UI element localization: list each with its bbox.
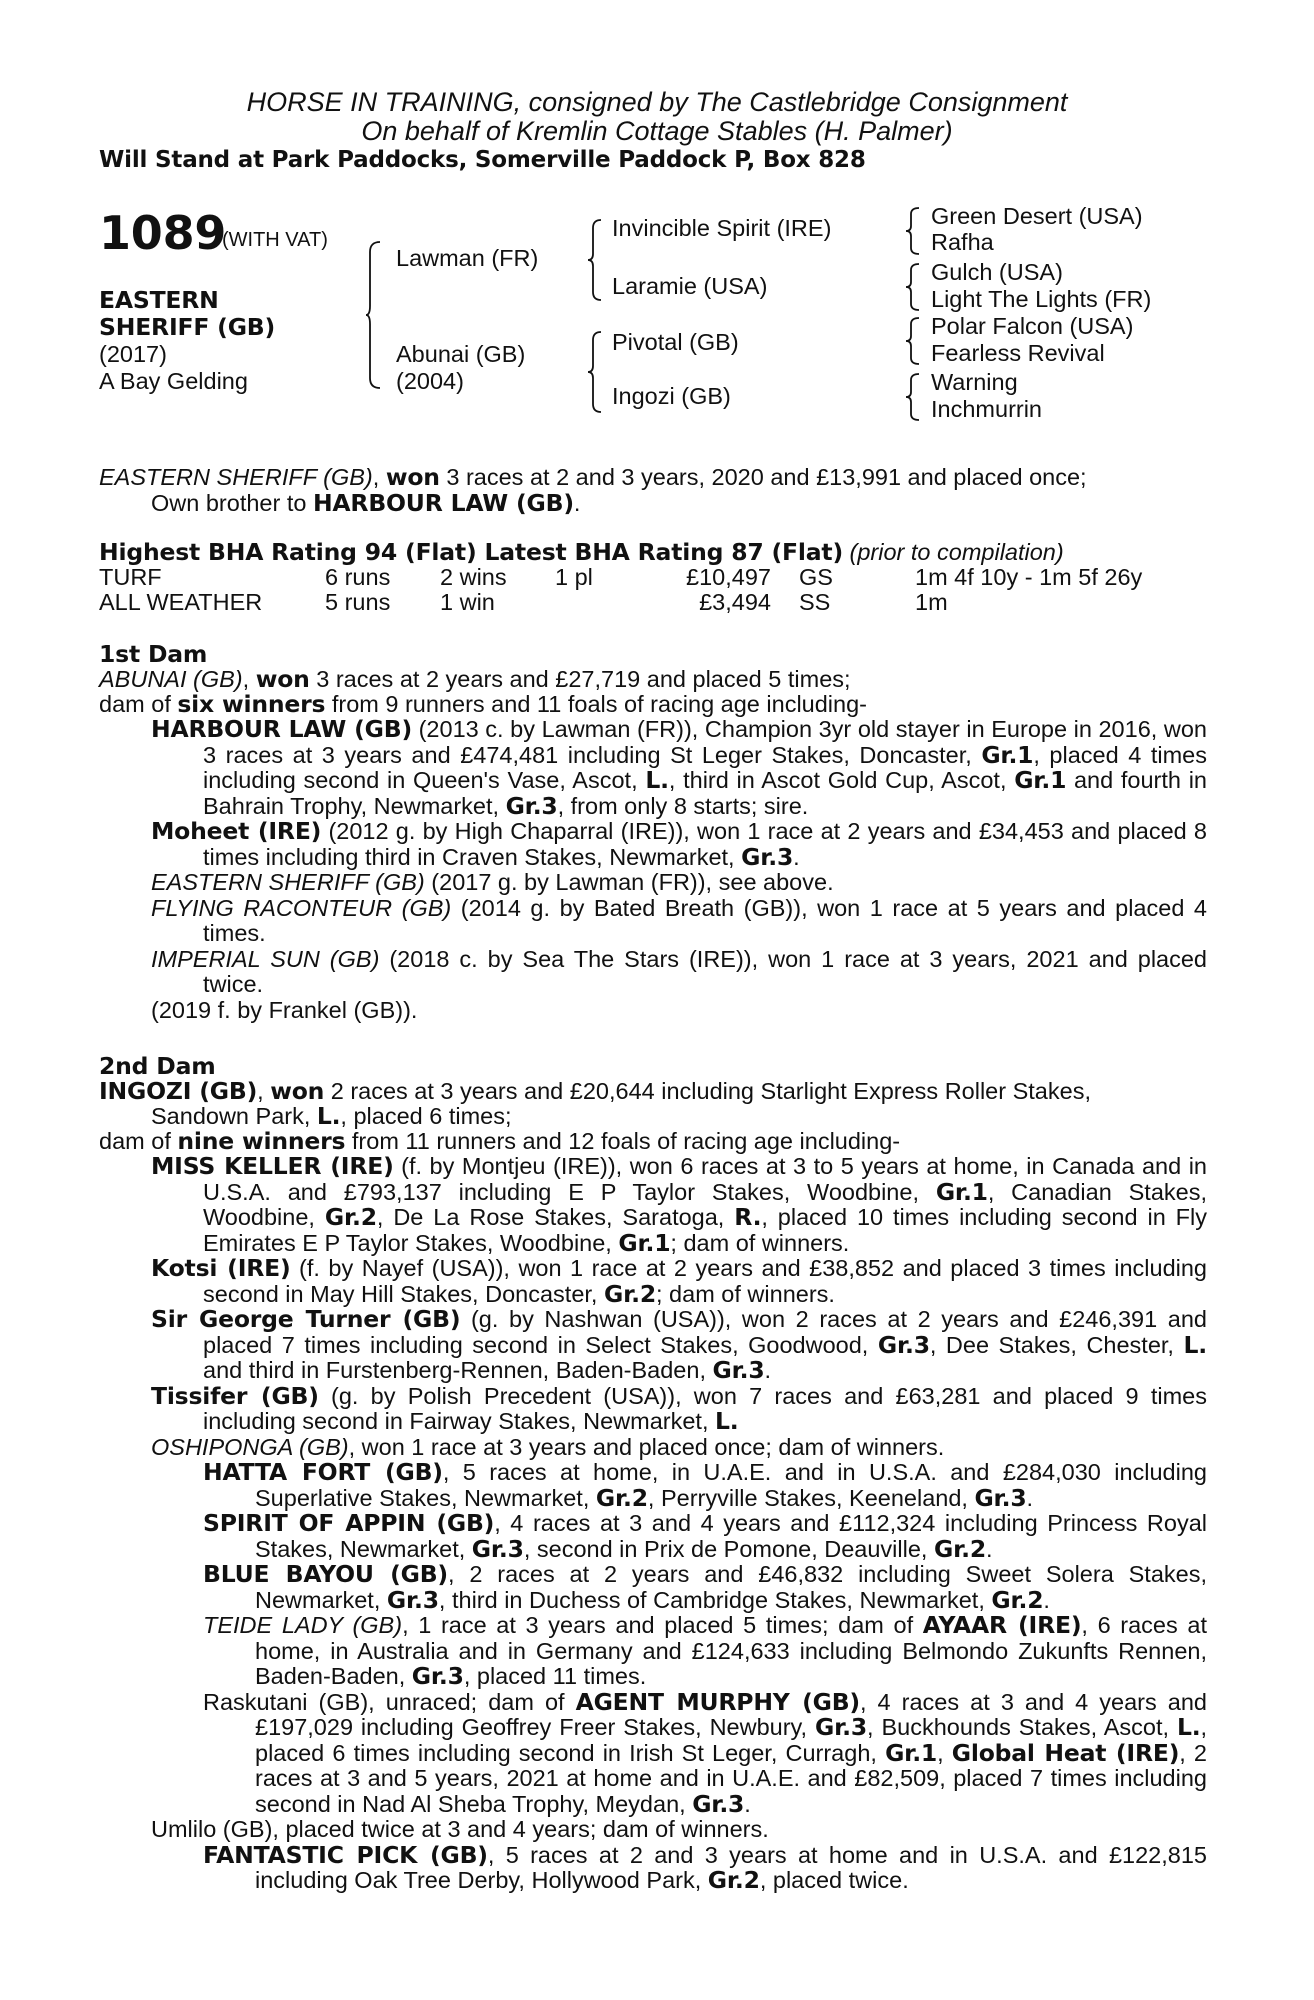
pedigree-brace-dd — [906, 372, 920, 422]
pedigree-sdd: Light The Lights (FR) — [931, 286, 1152, 312]
turf-going: GS — [799, 564, 833, 590]
header-line-3: Will Stand at Park Paddocks, Somerville Paddock P, Box 828 — [99, 147, 866, 173]
pedigree-dss: Polar Falcon (USA) — [931, 313, 1134, 339]
summary-end: . — [573, 490, 581, 516]
progeny-umlilo: Umlilo (GB), placed twice at 3 and 4 years; dam of winners. — [151, 1816, 769, 1842]
first-dam-damof-post: from 9 runners and 11 foals of racing age including- — [325, 691, 867, 717]
progeny-tissifer: Tissifer (GB) (g. by Polish Precedent (USA)), won 7 races and £63,281 and placed 9 times including second in Fairway Stakes, Newmarket, L. — [151, 1381, 1207, 1435]
pedigree-brace-ss — [906, 206, 920, 256]
second-dam-name: INGOZI (GB) — [99, 1077, 258, 1105]
summary-won: won — [385, 463, 440, 491]
second-dam-text1: 2 races at 3 years and £20,644 including Starlight Express Roller Stakes, — [324, 1078, 1091, 1104]
aw-runs: 5 runs — [325, 589, 391, 615]
summary-brother: HARBOUR LAW (GB) — [312, 489, 574, 517]
pedigree-brace-main — [366, 240, 382, 390]
pedigree-sire: Lawman (FR) — [396, 245, 539, 271]
pedigree-sss: Green Desert (USA) — [931, 203, 1143, 229]
turf-distance: 1m 4f 10y - 1m 5f 26y — [915, 564, 1143, 590]
second-dam-text2-bold: L. — [316, 1102, 341, 1130]
summary-line1: EASTERN SHERIFF (GB), won 3 races at 2 and 3 years, 2020 and £13,991 and placed once; — [99, 463, 1087, 491]
progeny-oshiponga: OSHIPONGA (GB), won 1 race at 3 years and placed once; dam of winners. — [151, 1433, 945, 1460]
second-dam-text2-post: , placed 6 times; — [340, 1103, 512, 1129]
summary-line2 — [151, 491, 580, 517]
first-dam-progeny — [151, 717, 1207, 1023]
pedigree-ddd: Inchmurrin — [931, 396, 1043, 422]
aw-distance: 1m — [915, 589, 948, 615]
progeny-miss-keller: MISS KELLER (IRE) (f. by Montjeu (IRE)), won 6 races at 3 to 5 years at home, in Canada and in U.S.A. and £793,137 including E P Taylor Stakes, Woodbine, Gr.1, Canadian Stakes, Woodbine, Gr.2, De La Rose Stakes, Saratoga, R., placed 10 times including second in Fly Emirates E P Taylor Stakes, Woodbine, Gr.1; dam of winners. — [151, 1152, 1208, 1257]
progeny-fantastic-pick: FANTASTIC PICK (GB), 5 races at 2 and 3 years at home and in U.S.A. and £122,815 including Oak Tree Derby, Hollywood Park, Gr.2, placed twice. — [203, 1840, 1207, 1894]
aw-going: SS — [799, 589, 831, 615]
horse-year: (2017) — [99, 341, 167, 367]
second-dam-text2-pre: Sandown Park, — [151, 1103, 317, 1129]
umlilo-progeny — [151, 1840, 1207, 1894]
first-dam-text1: 3 races at 2 years and £27,719 and placed 5 times; — [309, 666, 851, 692]
vat-label: (WITH VAT) — [222, 229, 328, 251]
second-dam-damof — [99, 1129, 900, 1155]
ratings-prior: (prior to compilation) — [849, 539, 1064, 565]
ratings-heading — [99, 540, 1064, 566]
pedigree-ssd: Rafha — [931, 229, 994, 255]
progeny-sir-george-turner: Sir George Turner (GB) (g. by Nashwan (USA)), won 2 races at 2 years and £246,391 and placed 7 times including second in Select Stakes, Goodwood, Gr.3, Dee Stakes, Chester, L. and third in Furstenberg-Rennen, Baden-Baden, Gr.3. — [151, 1305, 1207, 1384]
aw-wins: 1 win — [440, 589, 495, 615]
turf-surface: TURF — [99, 564, 162, 590]
turf-runs: 6 runs — [325, 564, 391, 590]
aw-earnings: £3,494 — [699, 589, 771, 615]
pedigree-brace-sire — [588, 218, 602, 302]
header-line-1: HORSE IN TRAINING, consigned by The Castlebridge Consignment — [246, 87, 1068, 117]
progeny-moheet: Moheet (IRE) (2012 g. by High Chaparral (IRE)), won 1 race at 2 years and £34,453 and placed 8 times including third in Craven Stakes, Newmarket, Gr.3. — [151, 817, 1207, 871]
first-dam-heading: 1st Dam — [99, 640, 208, 668]
progeny-frankel-filly: (2019 f. by Frankel (GB)). — [151, 996, 418, 1023]
pedigree-dam-year: (2004) — [396, 368, 464, 394]
horse-name-line1: EASTERN — [99, 286, 219, 314]
second-dam-heading: 2nd Dam — [99, 1052, 216, 1080]
first-dam-name: ABUNAI (GB) — [99, 666, 243, 692]
aw-surface: ALL WEATHER — [99, 589, 263, 615]
pedigree-sd: Laramie (USA) — [612, 273, 768, 299]
second-dam-progeny — [151, 1154, 1207, 1894]
horse-name-line2: SHERIFF (GB) — [99, 313, 276, 341]
first-dam-won: won — [255, 665, 310, 693]
summary-text1: 3 races at 2 and 3 years, 2020 and £13,991 and placed once; — [439, 464, 1087, 490]
second-dam-damof-post: from 11 runners and 12 foals of racing age including- — [345, 1128, 901, 1154]
second-dam-won: won — [270, 1077, 325, 1105]
progeny-kotsi: Kotsi (IRE) (f. by Nayef (USA)), won 1 race at 2 years and £38,852 and placed 3 times including second in May Hill Stakes, Doncaster, Gr.2; dam of winners. — [151, 1254, 1207, 1308]
first-dam-damof — [99, 692, 867, 718]
ratings-highest: Highest BHA Rating 94 (Flat) Latest BHA Rating 87 (Flat) — [99, 538, 843, 566]
progeny-raskutani: Raskutani (GB), unraced; dam of AGENT MURPHY (GB), 4 races at 3 and 4 years and £197,029 including Geoffrey Freer Stakes, Newbury, Gr.3, Buckhounds Stakes, Ascot, L., placed 6 times including second in Irish St Leger, Curragh, Gr.1, Global Heat (IRE), 2 races at 3 and 5 years, 2021 at home and in U.A.E. and £82,509, placed 7 times including second in Nad Al Sheba Trophy, Meydan, Gr.3. — [203, 1687, 1208, 1818]
pedigree-dd: Ingozi (GB) — [612, 383, 731, 409]
pedigree-ds: Pivotal (GB) — [612, 329, 739, 355]
pedigree-brace-dam — [588, 330, 602, 414]
second-dam-line1: INGOZI (GB), won 2 races at 3 years and £20,644 including Starlight Express Roller Stakes, — [99, 1077, 1091, 1105]
turf-earnings: £10,497 — [686, 564, 771, 590]
progeny-blue-bayou: BLUE BAYOU (GB), 2 races at 2 years and £46,832 including Sweet Solera Stakes, Newmarket, Gr.3, third in Duchess of Cambridge Stakes, Newmarket, Gr.2. — [203, 1560, 1207, 1614]
progeny-hatta-fort: HATTA FORT (GB), 5 races at home, in U.A.E. and in U.S.A. and £284,030 including Superlative Stakes, Newmarket, Gr.2, Perryville Stakes, Keeneland, Gr.3. — [203, 1458, 1207, 1512]
pedigree-dds: Warning — [931, 369, 1018, 395]
pedigree-dsd: Fearless Revival — [931, 340, 1105, 366]
first-dam-damof-bold: six winners — [177, 690, 326, 718]
header-line-2: On behalf of Kremlin Cottage Stables (H. Palmer) — [361, 116, 953, 146]
pedigree-brace-sd — [906, 262, 920, 312]
progeny-harbour-law: HARBOUR LAW (GB) (2013 c. by Lawman (FR)), Champion 3yr old stayer in Europe in 2016, won 3 races at 3 years and £474,481 including St Leger Stakes, Doncaster, Gr.1, placed 4 times including second in Queen's Vase, Ascot, L., third in Ascot Gold Cup, Ascot, Gr.1 and fourth in Bahrain Trophy, Newmarket, Gr.3, from only 8 starts; sire. — [151, 715, 1207, 820]
turf-wins: 2 wins — [440, 564, 507, 590]
summary-horse-name: EASTERN SHERIFF (GB) — [99, 464, 373, 490]
progeny-imperial-sun: IMPERIAL SUN (GB) (2018 c. by Sea The Stars (IRE)), won 1 race at 3 years, 2021 and placed twice. — [151, 945, 1208, 997]
progeny-spirit-of-appin: SPIRIT OF APPIN (GB), 4 races at 3 and 4 years and £112,324 including Princess Royal Stakes, Newmarket, Gr.3, second in Prix de Pomone, Deauville, Gr.2. — [203, 1509, 1207, 1563]
progeny-eastern-sheriff: EASTERN SHERIFF (GB) (2017 g. by Lawman (FR)), see above. — [151, 869, 834, 895]
pedigree-ss: Invincible Spirit (IRE) — [612, 215, 832, 241]
pedigree-dam: Abunai (GB) — [396, 341, 526, 367]
second-dam-damof-pre: dam of — [99, 1128, 178, 1154]
progeny-flying-raconteur: FLYING RACONTEUR (GB) (2014 g. by Bated Breath (GB)), won 1 race at 5 years and placed 4 times. — [151, 894, 1207, 946]
second-dam-damof-bold: nine winners — [177, 1127, 346, 1155]
summary-text2: Own brother to — [151, 490, 313, 516]
second-dam-line2 — [151, 1104, 512, 1130]
horse-description: A Bay Gelding — [99, 368, 248, 394]
turf-placed: 1 pl — [555, 564, 593, 590]
first-dam-damof-pre: dam of — [99, 691, 178, 717]
lot-number: 1089 — [99, 206, 227, 260]
pedigree-brace-ds — [906, 316, 920, 366]
first-dam-line1: ABUNAI (GB), won 3 races at 2 years and £27,719 and placed 5 times; — [99, 665, 851, 693]
progeny-teide-lady: TEIDE LADY (GB), 1 race at 3 years and placed 5 times; dam of AYAAR (IRE), 6 races at home, in Australia and in Germany and £124,633 including Belmondo Zukunfts Rennen, Baden-Baden, Gr.3, placed 11 times. — [203, 1611, 1207, 1690]
oshiponga-progeny — [151, 1460, 1207, 1817]
pedigree-sds: Gulch (USA) — [931, 259, 1063, 285]
